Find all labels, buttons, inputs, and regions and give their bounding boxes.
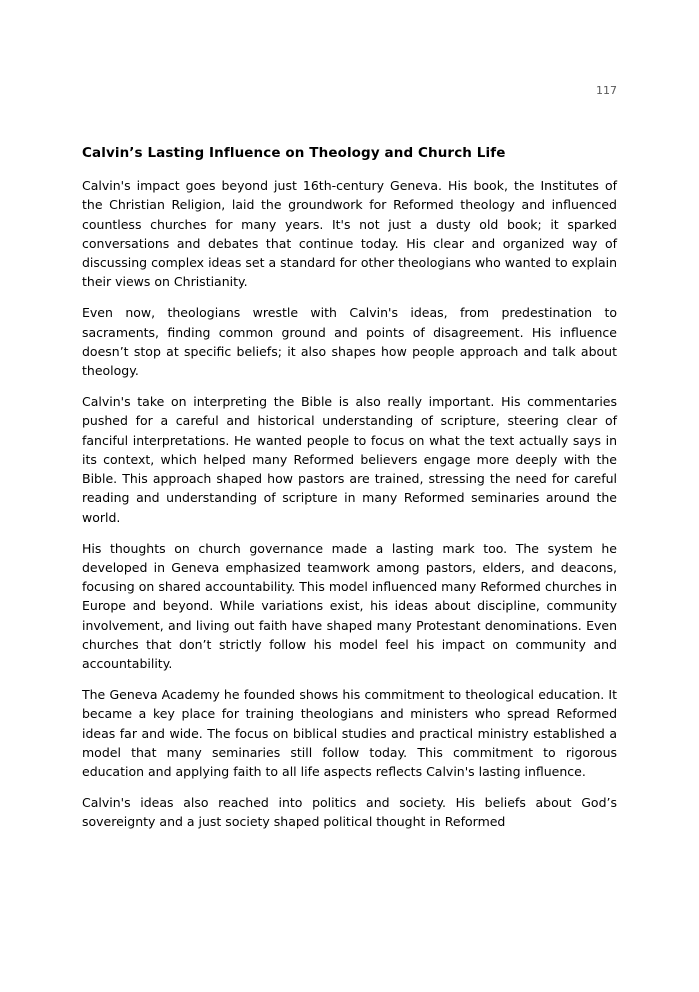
section-heading: Calvin’s Lasting Influence on Theology and Church Life — [82, 145, 506, 161]
paragraph-5: The Geneva Academy he founded shows his commitment to theological education. It became a key place for training theologians and ministers who spread Reformed ideas far and wide. The focus on biblical studies and practical ministry established a model that many seminaries still follow today. This commitment to rigorous education and applying faith to all life aspects reflects Calvin's lasting influence. — [82, 687, 617, 780]
paragraph-3: Calvin's take on interpreting the Bible is also really important. His commentaries pushed for a careful and historical understanding of scripture, steering clear of fanciful interpretations. He wanted people to focus on what the text actually says in its context, which helped many Reformed believers engage more deeply with the Bible. This approach shaped how pastors are trained, stressing the need for careful reading and understanding of scripture in many Reformed seminaries around the world. — [82, 393, 617, 525]
paragraph-2: Even now, theologians wrestle with Calvin's ideas, from predestination to sacraments, finding common ground and points of disagreement. His influence doesn’t stop at specific beliefs; it also shapes how people approach and talk about theology. — [82, 305, 617, 379]
page-content — [82, 144, 617, 832]
paragraph-6: Calvin's ideas also reached into politics and society. His beliefs about God’s sovereignty and a just society shaped political thought in Reformed — [82, 795, 617, 830]
page-number: 117 — [596, 84, 617, 97]
paragraph-1: Calvin's impact goes beyond just 16th-century Geneva. His book, the Institutes of the Christian Religion, laid the groundwork for Reformed theology and influenced countless churches for many years. It's not just a dusty old book; it sparked conversations and debates that continue today. His clear and organized way of discussing complex ideas set a standard for other theologians who wanted to explain their views on Christianity. — [82, 178, 617, 290]
paragraph-4: His thoughts on church governance made a lasting mark too. The system he developed in Geneva emphasized teamwork among pastors, elders, and deacons, focusing on shared accountability. This model influenced many Reformed churches in Europe and beyond. While variations exist, his ideas about discipline, community involvement, and living out faith have shaped many Protestant denominations. Even churches that don’t strictly follow his model feel his impact on community and accountability. — [82, 540, 617, 672]
